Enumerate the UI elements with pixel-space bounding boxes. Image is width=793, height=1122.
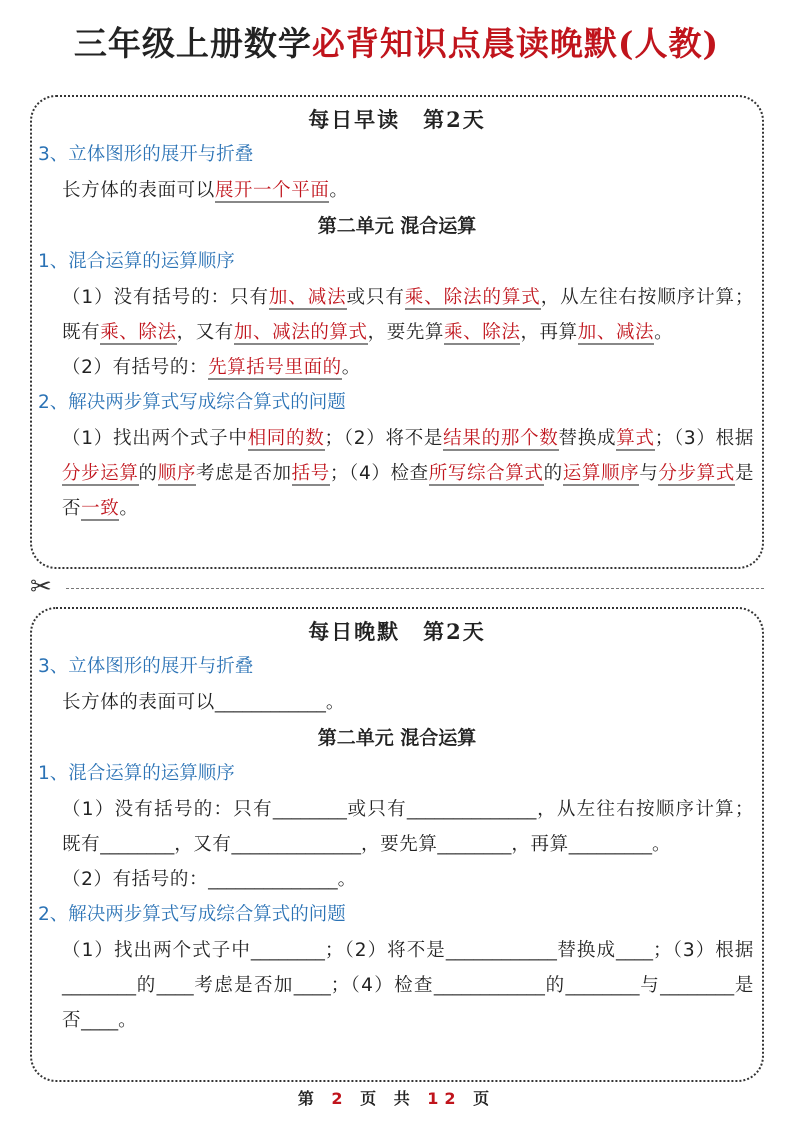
answer-underlined: 先算括号里面的 — [208, 357, 342, 378]
text: 考虑是否加 — [195, 463, 292, 484]
text: ；（2）将不是 — [324, 428, 444, 449]
fill-blank[interactable]: ____________ — [433, 975, 545, 996]
answer-underlined: 加、减法 — [577, 322, 655, 343]
fill-blank[interactable]: _________ — [568, 834, 652, 855]
paragraph — [62, 280, 754, 350]
fill-blank[interactable]: ________ — [437, 834, 512, 855]
fill-blank[interactable]: ______________ — [208, 869, 338, 890]
total-pages: 12 — [427, 1089, 462, 1108]
answer-underlined: 加、减法的算式 — [233, 322, 368, 343]
morning-content — [32, 137, 762, 526]
text: 长方体的表面可以 — [62, 692, 215, 713]
text: （1）找出两个式子中 — [62, 940, 251, 961]
text: ，从左往右按顺序计算；既有 — [62, 799, 754, 855]
section-heading: 3、立体图形的展开与折叠 — [38, 144, 254, 165]
footer-post: 页 — [473, 1089, 496, 1108]
text: 替换成 — [558, 428, 617, 449]
text: ；（2）将不是 — [324, 940, 446, 961]
unit-title: 第二单元 混合运算 — [317, 727, 477, 749]
title-black: 三年级上册数学 — [73, 24, 312, 63]
text: ，要先算 — [367, 322, 445, 343]
text: ；（3）根据 — [653, 940, 754, 961]
answer-underlined: 分步算式 — [658, 463, 735, 484]
fill-blank[interactable]: ________ — [250, 940, 325, 961]
answer-underlined: 顺序 — [157, 463, 196, 484]
text: ，要先算 — [361, 834, 438, 855]
text: 替换成 — [556, 940, 617, 961]
fill-blank[interactable]: ______________ — [406, 799, 537, 820]
text: 的 — [138, 463, 158, 484]
fill-blank[interactable]: ________ — [660, 975, 735, 996]
scissors-icon: ✂ — [30, 572, 52, 602]
section-heading: 1、混合运算的运算顺序 — [38, 251, 235, 272]
fill-blank[interactable]: ________ — [565, 975, 640, 996]
section-heading: 2、解决两步算式写成综合算式的问题 — [38, 392, 346, 413]
text: 的 — [136, 975, 157, 996]
answer-underlined: 乘、除法 — [444, 322, 521, 343]
text: 与 — [639, 975, 661, 996]
text: ，再算 — [511, 834, 569, 855]
fill-blank[interactable]: ____ — [81, 1010, 119, 1031]
text: 或只有 — [346, 287, 405, 308]
text: 。 — [337, 869, 357, 890]
answer-underlined: 展开一个平面 — [214, 180, 330, 201]
answer-underlined: 乘、除法的算式 — [404, 287, 541, 308]
page-footer — [0, 1086, 793, 1109]
fill-blank[interactable]: ____ — [616, 940, 654, 961]
fill-blank[interactable]: ____________ — [445, 940, 557, 961]
text: （2）有括号的： — [62, 869, 209, 890]
text: 。 — [329, 180, 349, 201]
dashed-divider — [66, 588, 764, 589]
fill-blank[interactable]: ______________ — [231, 834, 362, 855]
section-heading: 1、混合运算的运算顺序 — [38, 763, 235, 784]
section-heading: 2、解决两步算式写成综合算式的问题 — [38, 904, 346, 925]
text: 的 — [544, 975, 566, 996]
text: 。 — [118, 1010, 138, 1031]
footer-pre: 第 — [297, 1089, 320, 1108]
fill-blank[interactable]: ________ — [100, 834, 175, 855]
text: ，又有 — [174, 834, 232, 855]
cut-line — [30, 572, 764, 602]
text: ；（3）根据 — [654, 428, 754, 449]
text: 的 — [543, 463, 563, 484]
text: 。 — [651, 834, 672, 855]
text: 。 — [654, 322, 674, 343]
paragraph — [62, 933, 754, 1038]
text: （1）没有括号的：只有 — [62, 799, 273, 820]
paragraph — [62, 350, 754, 385]
text: 长方体的表面可以 — [62, 180, 215, 201]
text: ；（4）检查 — [330, 975, 434, 996]
text: 考虑是否加 — [193, 975, 294, 996]
answer-underlined: 乘、除法 — [100, 322, 177, 343]
paragraph — [62, 862, 754, 897]
footer-mid: 页 共 — [360, 1089, 416, 1108]
title-red: 必背知识点晨读晚默(人教) — [311, 24, 720, 63]
answer-underlined: 运算顺序 — [562, 463, 640, 484]
paragraph — [62, 421, 754, 526]
answer-underlined: 括号 — [291, 463, 330, 484]
text: ，从左往右按顺序计算；既有 — [62, 287, 754, 343]
text: ，又有 — [176, 322, 234, 343]
evening-recall-box — [30, 607, 764, 1082]
text: （1）没有括号的：只有 — [62, 287, 269, 308]
text: ；（4）检查 — [329, 463, 429, 484]
answer-underlined: 结果的那个数 — [443, 428, 559, 449]
fill-blank[interactable]: ________ — [272, 799, 347, 820]
fill-blank[interactable]: ____________ — [214, 692, 326, 713]
text: 与 — [639, 463, 659, 484]
text: 是否 — [62, 463, 755, 519]
fill-blank[interactable]: ____ — [156, 975, 194, 996]
evening-content — [32, 649, 762, 1038]
answer-underlined: 算式 — [616, 428, 655, 449]
evening-title: 每日晚默 第2天 — [308, 619, 486, 644]
paragraph — [62, 173, 754, 208]
current-page: 2 — [331, 1089, 349, 1108]
answer-underlined: 相同的数 — [247, 428, 325, 449]
text: 是否 — [62, 975, 754, 1031]
text: 。 — [325, 692, 345, 713]
text: 或只有 — [346, 799, 407, 820]
text: 。 — [119, 498, 139, 519]
text: 。 — [341, 357, 361, 378]
text: （1）找出两个式子中 — [62, 428, 248, 449]
paragraph — [62, 685, 754, 720]
section-heading: 3、立体图形的展开与折叠 — [38, 656, 254, 677]
morning-reading-box — [30, 95, 764, 569]
answer-underlined: 一致 — [81, 498, 120, 519]
morning-title: 每日早读 第2天 — [308, 107, 486, 132]
fill-blank[interactable]: ________ — [62, 975, 136, 996]
paragraph — [62, 792, 754, 862]
unit-title: 第二单元 混合运算 — [317, 215, 477, 237]
text: ，再算 — [520, 322, 578, 343]
answer-underlined: 加、减法 — [268, 287, 347, 308]
page-title — [0, 18, 793, 65]
answer-underlined: 所写综合算式 — [428, 463, 544, 484]
fill-blank[interactable]: ____ — [293, 975, 331, 996]
answer-underlined: 分步运算 — [62, 463, 139, 484]
text: （2）有括号的： — [62, 357, 209, 378]
